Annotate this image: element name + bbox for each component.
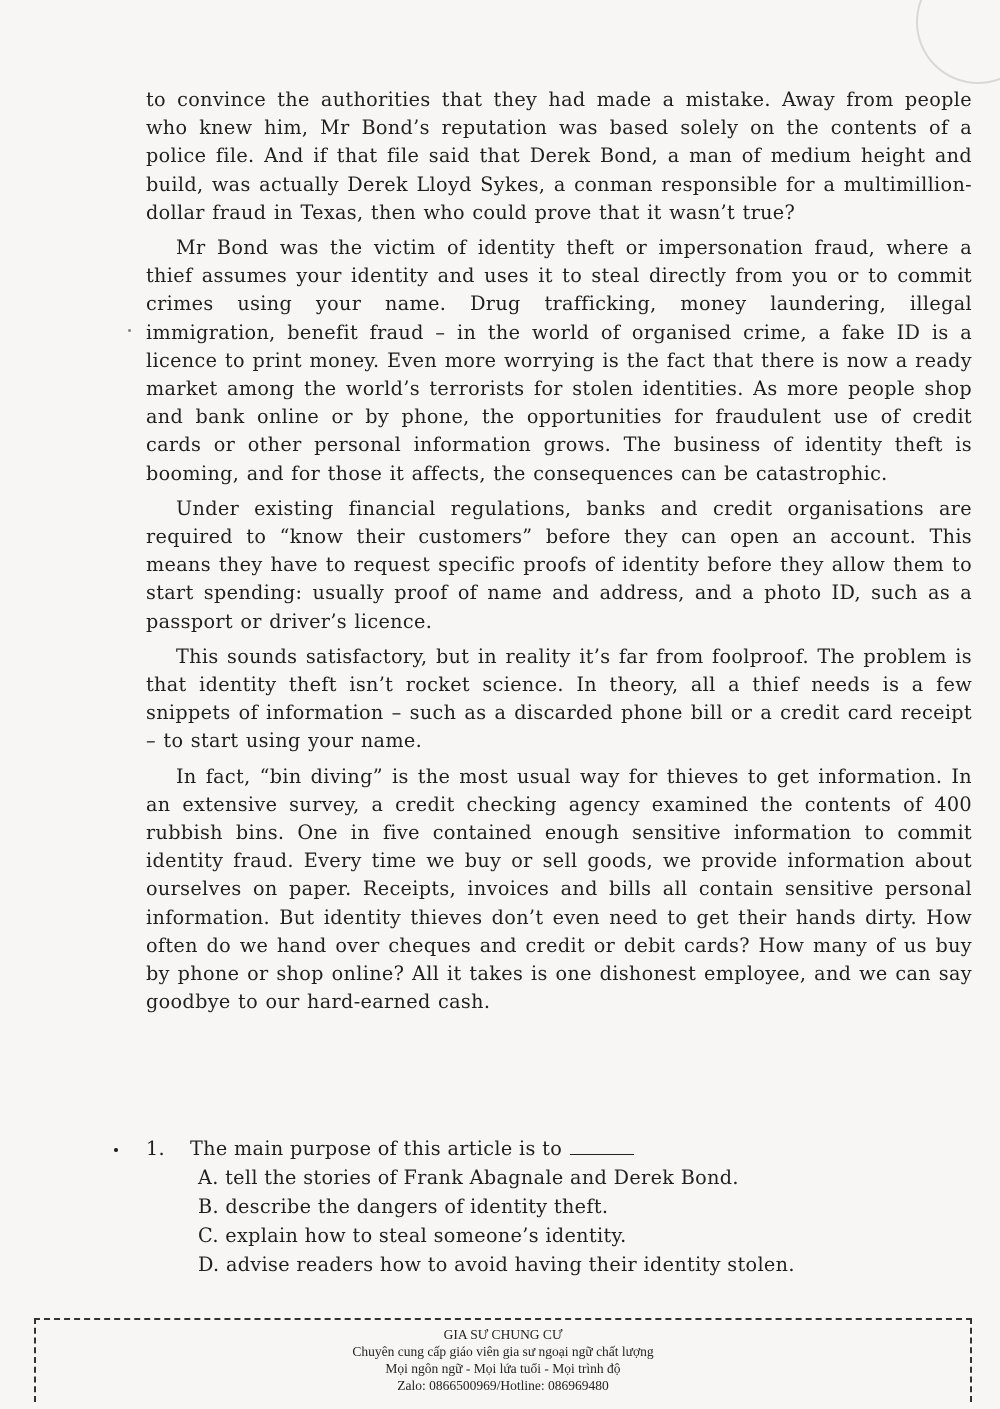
question-stem [146,1134,972,1163]
question-number: 1. [146,1137,166,1160]
footer-line-1: Chuyên cung cấp giáo viên gia sư ngoại ngữ chất lượng [352,1344,654,1359]
question-bullet-dot [114,1148,118,1152]
question-1 [146,1134,972,1279]
option-b[interactable]: B. describe the dangers of identity theft. [198,1195,609,1218]
footer-ad-box [34,1318,972,1402]
option-d[interactable]: D. advise readers how to avoid having their identity stolen. [198,1253,795,1276]
question-stem-text: The main purpose of this article is to [190,1137,563,1160]
article-paragraph-5: In fact, “bin diving” is the most usual way for thieves to get information. In an extensive survey, a credit checking agency examined the contents of 400 rubbish bins. One in five contained enough sensitive information to commit identity fraud. Every time we buy or sell goods, we provide information about ourselves on paper. Receipts, invoices and bills all contain sensitive personal information. But identity thieves don’t even need to get their hands dirty. How often do we hand over cheques and credit or debit cards? How many of us buy by phone or shop online? All it takes is one dishonest employee, and we can say goodbye to our hard-earned cash. [146,764,972,1014]
page-corner-curl [916,0,1000,84]
scan-speck [128,329,131,332]
article-paragraph-1: to convince the authorities that they had made a mistake. Away from people who knew him, Mr Bond’s reputation was based solely on the contents of a police file. And if that file said that Derek Bond, a man of medium height and build, was actually Derek Lloyd Sykes, a conman responsible for a multimillion-dollar fraud in Texas, then who could prove that it wasn’t true? [146,88,972,224]
article-body [146,86,972,1024]
footer-line-3: Zalo: 0866500969/Hotline: 086969480 [397,1378,609,1393]
article-paragraph-4: This sounds satisfactory, but in reality it’s far from foolproof. The problem is that identity theft isn’t rocket science. In theory, all a thief needs is a few snippets of information – such as a discarded phone bill or a credit card receipt – to start using your name. [146,644,972,753]
option-a[interactable]: A. tell the stories of Frank Abagnale and Derek Bond. [198,1166,739,1189]
option-c[interactable]: C. explain how to steal someone’s identity. [198,1224,627,1247]
answer-blank [570,1136,634,1155]
footer-line-2: Mọi ngôn ngữ - Mọi lứa tuổi - Mọi trình độ [385,1361,621,1376]
footer-title: GIA SƯ CHUNG CƯ [443,1327,563,1342]
article-paragraph-3: Under existing financial regulations, banks and credit organisations are required to “know their customers” before they can open an account. This means they have to request specific proofs of identity before they allow them to start spending: usually proof of name and address, and a photo ID, such as a passport or driver’s licence. [146,496,972,633]
article-paragraph-2: Mr Bond was the victim of identity theft or impersonation fraud, where a thief assumes your identity and uses it to steal directly from you or to commit crimes using your name. Drug trafficking, money laundering, illegal immigration, benefit fraud – in the world of organised crime, a fake ID is a licence to print money. Even more worrying is the fact that there is now a ready market among the world’s terrorists for stolen identities. As more people shop and bank online or by phone, the opportunities for fraudulent use of credit cards or other personal information grows. The business of identity theft is booming, and for those it affects, the consequences can be catastrophic. [146,236,972,485]
footer-text [36,1326,970,1394]
